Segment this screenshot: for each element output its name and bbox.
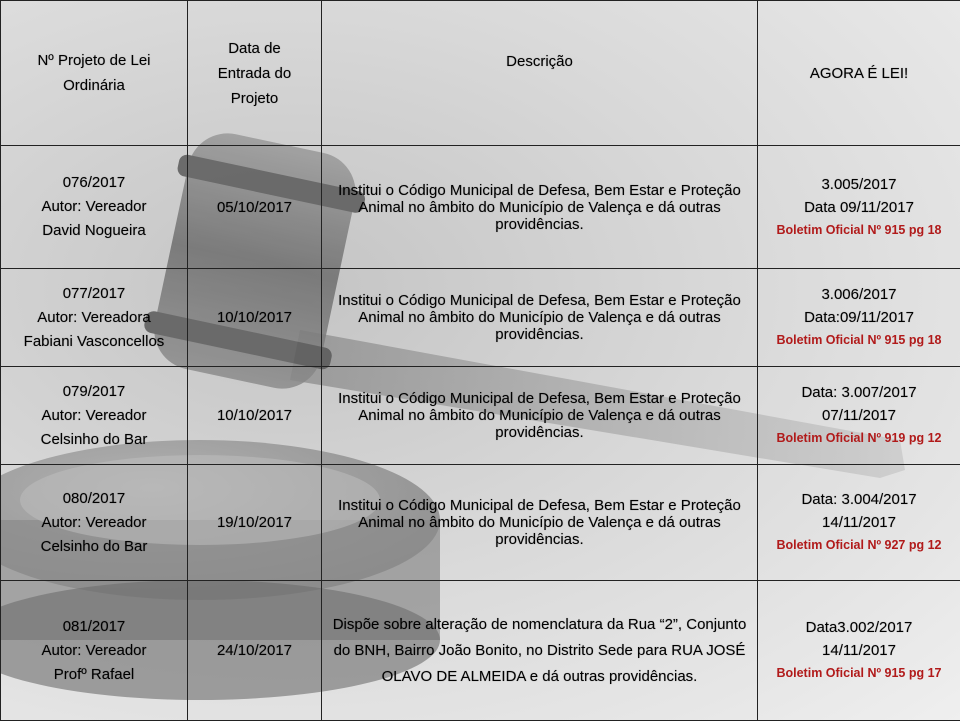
data-entrada: 24/10/2017 [188, 581, 322, 721]
lei-data: 14/11/2017 [758, 511, 960, 534]
table-row [1, 269, 960, 367]
projeto-autor: Autor: Vereadora [1, 306, 187, 330]
projeto-autor: Autor: Vereador [1, 639, 187, 663]
lei-data: 14/11/2017 [758, 639, 960, 662]
lei-numero: 3.006/2017 [758, 283, 960, 306]
descricao-cell: Institui o Código Municipal de Defesa, Bem Estar e Proteção Animal no âmbito do Município de Valença e dá outras providências. [322, 367, 758, 465]
boletim-oficial: Boletim Oficial Nº 919 pg 12 [758, 427, 960, 450]
data-entrada: 10/10/2017 [188, 269, 322, 367]
projeto-autor-nome: David Nogueira [1, 219, 187, 243]
projeto-cell [1, 581, 188, 721]
descricao-cell: Institui o Código Municipal de Defesa, Bem Estar e Proteção Animal no âmbito do Município de Valença e dá outras providências. [322, 269, 758, 367]
projeto-autor: Autor: Vereador [1, 511, 187, 535]
boletim-oficial: Boletim Oficial Nº 915 pg 18 [758, 329, 960, 352]
lei-cell [758, 146, 960, 269]
descricao-cell: Dispõe sobre alteração de nomenclatura da Rua “2”, Conjunto do BNH, Bairro João Bonito, no Distrito Sede para RUA JOSÉ OLAVO DE ALMEIDA e dá outras providências. [322, 581, 758, 721]
boletim-oficial: Boletim Oficial Nº 915 pg 17 [758, 662, 960, 685]
projeto-numero: 080/2017 [1, 487, 187, 511]
projeto-autor-nome: Celsinho do Bar [1, 428, 187, 452]
projeto-numero: 076/2017 [1, 171, 187, 195]
projeto-cell [1, 367, 188, 465]
table-row [1, 146, 960, 269]
lei-numero: Data: 3.004/2017 [758, 488, 960, 511]
boletim-oficial: Boletim Oficial Nº 915 pg 18 [758, 219, 960, 242]
table-row [1, 367, 960, 465]
projeto-cell [1, 146, 188, 269]
projeto-numero: 077/2017 [1, 282, 187, 306]
projeto-autor-nome: Fabiani Vasconcellos [1, 330, 187, 354]
lei-cell [758, 269, 960, 367]
table-row [1, 581, 960, 721]
header-descricao: Descrição [322, 1, 758, 146]
lei-cell [758, 367, 960, 465]
projeto-cell [1, 465, 188, 581]
lei-numero: Data: 3.007/2017 [758, 381, 960, 404]
data-entrada: 10/10/2017 [188, 367, 322, 465]
header-data: Data de Entrada do Projeto [188, 1, 322, 146]
lei-data: 07/11/2017 [758, 404, 960, 427]
header-row [1, 1, 960, 146]
data-entrada: 19/10/2017 [188, 465, 322, 581]
data-entrada: 05/10/2017 [188, 146, 322, 269]
projeto-autor-nome: Profº Rafael [1, 663, 187, 687]
lei-data: Data:09/11/2017 [758, 306, 960, 329]
header-lei: AGORA É LEI! [758, 1, 960, 146]
descricao-cell: Institui o Código Municipal de Defesa, Bem Estar e Proteção Animal no âmbito do Município de Valença e dá outras providências. [322, 465, 758, 581]
projeto-cell [1, 269, 188, 367]
lei-numero: 3.005/2017 [758, 173, 960, 196]
projeto-autor: Autor: Vereador [1, 195, 187, 219]
header-projeto: Nº Projeto de Lei Ordinária [1, 1, 188, 146]
descricao-cell: Institui o Código Municipal de Defesa, Bem Estar e Proteção Animal no âmbito do Município de Valença e dá outras providências. [322, 146, 758, 269]
projeto-numero: 079/2017 [1, 380, 187, 404]
table-row [1, 465, 960, 581]
lei-numero: Data3.002/2017 [758, 616, 960, 639]
lei-data: Data 09/11/2017 [758, 196, 960, 219]
boletim-oficial: Boletim Oficial Nº 927 pg 12 [758, 534, 960, 557]
projeto-autor-nome: Celsinho do Bar [1, 535, 187, 559]
projeto-numero: 081/2017 [1, 615, 187, 639]
projeto-autor: Autor: Vereador [1, 404, 187, 428]
lei-cell [758, 465, 960, 581]
lei-cell [758, 581, 960, 721]
